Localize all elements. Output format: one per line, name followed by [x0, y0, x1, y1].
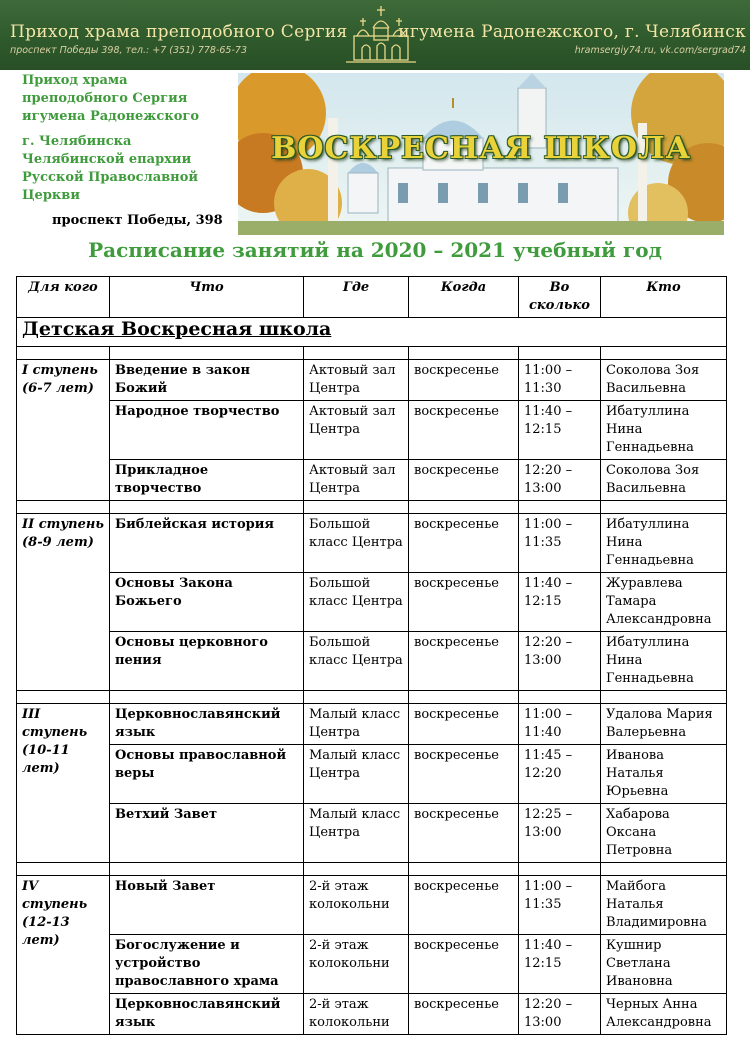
cell-group-label: I ступень (6-7 лет) [17, 360, 110, 501]
cell-when: воскресенье [409, 360, 519, 401]
cell-where: 2-й этаж колокольни [304, 935, 409, 994]
cell-when: воскресенье [409, 704, 519, 745]
spacer-cell [409, 347, 519, 360]
parish-name: Приход храма преподобного Сергия игумена Радонежского [22, 73, 200, 124]
table-row [17, 876, 727, 935]
cell-who: Черных Анна Александровна [601, 994, 727, 1035]
cell-time: 12:20 – 13:00 [519, 994, 601, 1035]
cell-where: Актовый зал Центра [304, 460, 409, 501]
cell-time: 12:25 – 13:00 [519, 804, 601, 863]
col-header-for-whom: Для кого [17, 277, 110, 318]
schedule-table [16, 276, 727, 1035]
cell-who: Иванова Наталья Юрьевна [601, 745, 727, 804]
header-contact-left: проспект Победы 398, тел.: +7 (351) 778-65-73 [10, 45, 247, 56]
schedule-title: Расписание занятий на 2020 – 2021 учебный год [88, 238, 662, 262]
cell-where: Малый класс Центра [304, 704, 409, 745]
spacer-cell [601, 347, 727, 360]
poster-title: ВОСКРЕСНАЯ ШКОЛА [270, 131, 692, 166]
cell-what: Библейская история [110, 514, 304, 573]
cell-what: Церковнославянский язык [110, 704, 304, 745]
cell-who: Ибатуллина Нина Геннадьевна [601, 401, 727, 460]
cell-time: 11:40 – 12:15 [519, 935, 601, 994]
spacer-cell [17, 691, 110, 704]
cell-where: 2-й этаж колокольни [304, 876, 409, 935]
cell-time: 12:20 – 13:00 [519, 460, 601, 501]
cell-who: Ибатуллина Нина Геннадьевна [601, 632, 727, 691]
spacer-cell [110, 501, 304, 514]
cell-what: Основы церковного пения [110, 632, 304, 691]
col-header-what: Что [110, 277, 304, 318]
col-header-time: Во сколько [519, 277, 601, 318]
cell-time: 11:40 – 12:15 [519, 401, 601, 460]
parish-diocese: г. Челябинска Челябинской епархии Русской Православной Церкви [22, 134, 199, 203]
cell-who: Майбога Наталья Владимировна [601, 876, 727, 935]
cell-where: Малый класс Центра [304, 804, 409, 863]
cell-who: Ибатуллина Нина Геннадьевна [601, 514, 727, 573]
cell-who: Журавлева Тамара Александровна [601, 573, 727, 632]
cell-when: воскресенье [409, 632, 519, 691]
spacer-row [17, 501, 727, 514]
spacer-cell [110, 691, 304, 704]
spacer-cell [519, 501, 601, 514]
spacer-cell [409, 863, 519, 876]
header-contact-right: hramsergiy74.ru, vk.com/sergrad74 [574, 45, 746, 56]
spacer-cell [110, 347, 304, 360]
table-row [17, 514, 727, 573]
cell-who: Соколова Зоя Васильевна [601, 360, 727, 401]
spacer-row [17, 347, 727, 360]
section-title: Детская Воскресная школа [17, 318, 727, 347]
cell-when: воскресенье [409, 460, 519, 501]
header-title-left: Приход храма преподобного Сергия [10, 22, 348, 42]
cell-who: Кушнир Светлана Ивановна [601, 935, 727, 994]
cell-what: Ветхий Завет [110, 804, 304, 863]
table-row [17, 804, 727, 863]
table-header-row [17, 277, 727, 318]
cell-where: 2-й этаж колокольни [304, 994, 409, 1035]
parish-address: проспект Победы, 398 [52, 213, 223, 228]
section-row [17, 318, 727, 347]
cell-what: Новый Завет [110, 876, 304, 935]
cell-who: Соколова Зоя Васильевна [601, 460, 727, 501]
cell-where: Большой класс Центра [304, 573, 409, 632]
spacer-cell [519, 863, 601, 876]
table-row [17, 401, 727, 460]
cell-who: Хабарова Оксана Петровна [601, 804, 727, 863]
cell-when: воскресенье [409, 935, 519, 994]
spacer-cell [304, 347, 409, 360]
cell-where: Актовый зал Центра [304, 360, 409, 401]
cell-when: воскресенье [409, 514, 519, 573]
header-title-right: игумена Радонежского, г. Челябинск [398, 22, 746, 42]
cell-what: Прикладное творчество [110, 460, 304, 501]
cell-what: Основы православной веры [110, 745, 304, 804]
cell-what: Народное творчество [110, 401, 304, 460]
table-row [17, 935, 727, 994]
spacer-cell [17, 863, 110, 876]
spacer-cell [519, 691, 601, 704]
spacer-cell [601, 501, 727, 514]
spacer-cell [601, 691, 727, 704]
cell-when: воскресенье [409, 994, 519, 1035]
spacer-cell [17, 347, 110, 360]
header-banner [0, 0, 750, 70]
cell-when: воскресенье [409, 876, 519, 935]
cell-time: 11:00 – 11:35 [519, 876, 601, 935]
sunday-school-poster [238, 73, 724, 235]
col-header-who: Кто [601, 277, 727, 318]
spacer-row [17, 691, 727, 704]
spacer-cell [409, 501, 519, 514]
cell-where: Актовый зал Центра [304, 401, 409, 460]
spacer-cell [304, 863, 409, 876]
spacer-row [17, 863, 727, 876]
cell-group-label: III ступень (10-11 лет) [17, 704, 110, 863]
cell-group-label: IV ступень (12-13 лет) [17, 876, 110, 1035]
cell-what: Введение в закон Божий [110, 360, 304, 401]
table-row [17, 573, 727, 632]
table-row [17, 460, 727, 501]
cell-where: Малый класс Центра [304, 745, 409, 804]
cell-time: 11:00 – 11:35 [519, 514, 601, 573]
church-logo-icon [336, 4, 426, 68]
table-row [17, 745, 727, 804]
spacer-cell [17, 501, 110, 514]
cell-where: Большой класс Центра [304, 632, 409, 691]
col-header-when: Когда [409, 277, 519, 318]
spacer-cell [110, 863, 304, 876]
cell-where: Большой класс Центра [304, 514, 409, 573]
table-row [17, 994, 727, 1035]
cell-when: воскресенье [409, 745, 519, 804]
col-header-where: Где [304, 277, 409, 318]
cell-what: Богослужение и устройство православного храма [110, 935, 304, 994]
cell-what: Церковнославянский язык [110, 994, 304, 1035]
table-row [17, 632, 727, 691]
table-row [17, 360, 727, 401]
cell-when: воскресенье [409, 573, 519, 632]
cell-time: 12:20 – 13:00 [519, 632, 601, 691]
cell-when: воскресенье [409, 804, 519, 863]
spacer-cell [304, 691, 409, 704]
spacer-cell [519, 347, 601, 360]
cell-time: 11:00 – 11:30 [519, 360, 601, 401]
cell-time: 11:00 – 11:40 [519, 704, 601, 745]
table-row [17, 704, 727, 745]
spacer-cell [601, 863, 727, 876]
cell-group-label: II ступень (8-9 лет) [17, 514, 110, 691]
spacer-cell [304, 501, 409, 514]
parish-info [22, 72, 232, 228]
cell-time: 11:40 – 12:15 [519, 573, 601, 632]
spacer-cell [409, 691, 519, 704]
cell-who: Удалова Мария Валерьевна [601, 704, 727, 745]
cell-when: воскресенье [409, 401, 519, 460]
cell-what: Основы Закона Божьего [110, 573, 304, 632]
cell-time: 11:45 – 12:20 [519, 745, 601, 804]
